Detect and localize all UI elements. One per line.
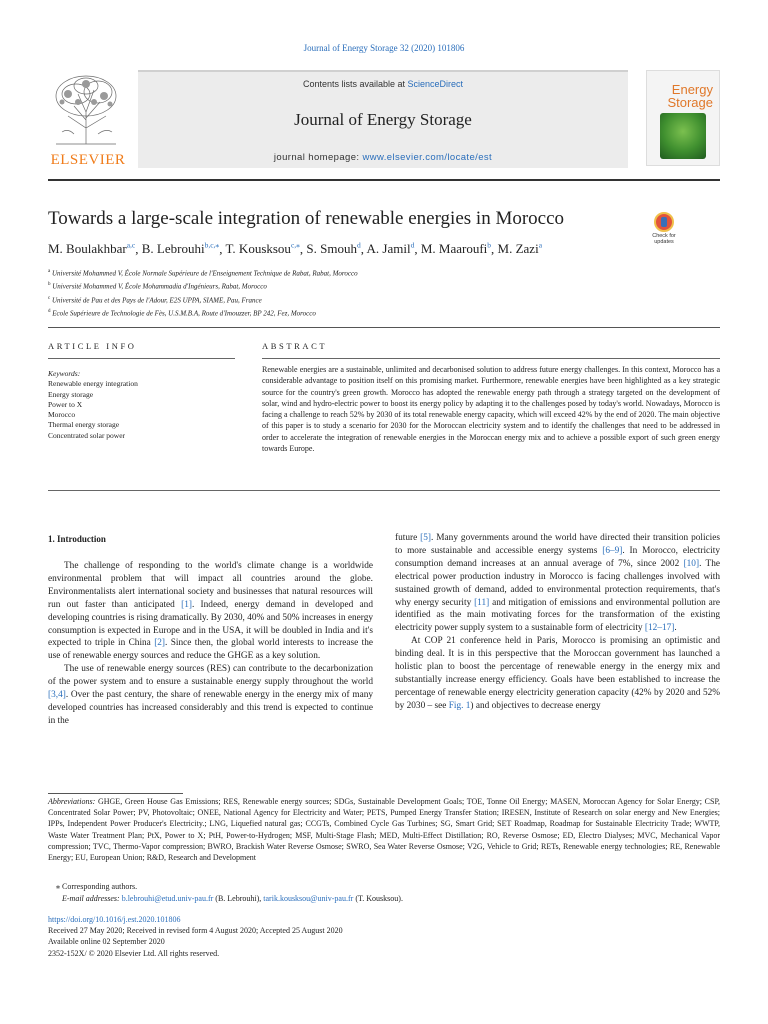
publication-info	[48, 914, 343, 959]
keyword: Power to X	[48, 399, 83, 409]
paragraph: future [5]. Many governments around the world have directed their transition policies to more sustainable and accessible energy systems [6–9]. In Morocco, electricity consumption demand increases at an annual average of 7%, since 2002 [10]. The electrical power production industry in Morocco is facing challenges involved with sustained growth of demand, added to environmental protection requirements, that's why energy security [11] and mitigation of emissions and environmental pollution are identified as the main motivating forces for the transformation of the existing electricity power supply system to a sustainable form of electricity [12–17].	[395, 533, 721, 634]
elsevier-logo	[48, 72, 128, 168]
author[interactable]: M. Maaroufi$^b$	[420, 241, 492, 257]
citation-link[interactable]: [6–9]	[602, 545, 623, 556]
check-updates-icon	[654, 212, 674, 232]
affiliation: $^c$ Université de Pau et des Pays de l'Adour, E2S UPPA, SIAME, Pau, France	[48, 295, 262, 304]
received-dates: Received 27 May 2020; Received in revised form 4 August 2020; Accepted 25 August 2020	[48, 926, 343, 936]
journal-cover[interactable]	[646, 70, 720, 166]
journal-reference-link[interactable]: Journal of Energy Storage 32 (2020) 101806	[303, 43, 465, 53]
citation-link[interactable]: [3,4]	[48, 690, 66, 701]
contents-prefix: Contents lists available at	[302, 79, 408, 89]
cover-image	[660, 113, 706, 159]
keyword: Concentrated solar power	[48, 430, 126, 440]
paragraph: The challenge of responding to the world's climate change is a worldwide environmental problem that will impact all countries around the globe. Environmentalists alert international society and businesses that natural resources will run out faster than anticipated [1]. Indeed, energy demand in developed and developing countries is rising dramatically. By 2030, 40% and 50% increases in energy consumption is expected in Europe and in the USA, it will be doubled in India and it's expected to triple in China [2]. Since then, the global world interests to increase the use of renewable energy sources and reduce the GHGE as a key solution.	[48, 561, 373, 662]
cover-title-line2: Storage	[667, 95, 713, 110]
footnote-divider	[48, 793, 183, 794]
abstract-heading: ABSTRACT	[262, 341, 328, 351]
abbreviations-footnote	[48, 796, 720, 863]
header-divider	[48, 179, 720, 181]
author[interactable]: M. Boulakhbar$^{a,c}$	[48, 241, 136, 257]
author[interactable]: S. Smouh$^d$	[306, 241, 361, 257]
author[interactable]: B. Lebrouhi$^{b,c,⁎}$	[141, 241, 220, 257]
contents-line	[138, 79, 628, 89]
keyword: Renewable energy integration	[48, 379, 138, 389]
homepage-prefix: journal homepage:	[273, 152, 363, 163]
paragraph: The use of renewable energy sources (RES) can contribute to the decarbonization of the power system and to ensure a sustainable energy supply throughout the world [3,4]. Over the past century, the share of renewable energy in the energy mix of many developed countries has increased considerably and this trend is expected to continue in the	[48, 664, 373, 726]
copyright: 2352-152X/ © 2020 Elsevier Ltd. All rights reserved.	[48, 948, 220, 958]
affiliations	[48, 266, 358, 319]
section-title: 1. Introduction	[48, 534, 106, 544]
author[interactable]: A. Jamil$^d$	[366, 241, 415, 257]
cover-title-line1: Energy	[671, 82, 713, 97]
elsevier-wordmark: ELSEVIER	[50, 152, 126, 168]
journal-title: Journal of Energy Storage	[294, 110, 472, 129]
article-info-heading: ARTICLE INFO	[48, 341, 137, 351]
affiliation: $^a$ Université Mohammed V, École Normale Supérieure de l'Enseignement Technique de Rabat, Rabat, Morocco	[48, 269, 358, 278]
keywords-list	[48, 369, 138, 441]
keyword: Thermal energy storage	[48, 420, 120, 430]
keyword: Morocco	[48, 410, 76, 420]
homepage-line	[138, 152, 628, 163]
abbreviations-label: Abbreviations:	[48, 797, 96, 806]
abstract-divider	[262, 358, 720, 359]
journal-header	[138, 70, 628, 168]
citation-link[interactable]: [10]	[683, 558, 700, 569]
citation-link[interactable]: [11]	[474, 597, 490, 608]
citation-link[interactable]: [12–17]	[644, 623, 675, 634]
author[interactable]: M. Zazi$^a$	[497, 241, 543, 257]
citation-link[interactable]: [2]	[154, 638, 166, 649]
email-label: E-mail addresses:	[62, 894, 120, 903]
article-info-divider	[48, 358, 235, 359]
body-left-column	[48, 560, 373, 728]
check-for-updates-button[interactable]	[646, 212, 682, 248]
figure-link[interactable]: Fig. 1	[448, 700, 471, 711]
author-list: M. Boulakhbar$^{a,c}$, B. Lebrouhi$^{b,c,⁎}$, T. Kousksou$^{c,⁎}$, S. Smouh$^d$, A. Jamil$^d$, M. Maaroufi$^b$, M. Zazi$^a$	[48, 241, 543, 257]
body-right-column	[395, 532, 720, 713]
title-divider	[48, 327, 720, 328]
cover-title	[667, 83, 713, 109]
keywords-label: Keywords:	[48, 369, 81, 378]
email-footnote: E-mail addresses: b.lebrouhi@etud.univ-pau.fr (B. Lebrouhi), tarik.kousksou@univ-pau.fr (T. Kousksou).	[62, 894, 403, 903]
email-link[interactable]: tarik.kousksou@univ-pau.fr	[263, 894, 354, 903]
abbreviations-text: GHGE, Green House Gas Emissions; RES, Renewable energy sources; SDGs, Sustainable Development Goals; TOE, Tonne Oil Energy; MASEN, Moroccan Agency for Solar Energy; CSP, Concentrated Solar Power; PV, Photovoltaic; ONEE, National Agency for Electricity and Water; PETS, Pumped Energy Transfer Station; IRESEN, Institute of Research on solar energy and New Energies; IPPs, Independent Power Producer's Electricity.; LNG, Liquefied natural gas; CCGTs, Combined Cycle Gas Turbines; SG, Smart Grid; SET Roadmap, Roadmap for Sustainable Electricity Trade; WWTP, Waste Water Treatment Plan; PtX, Power to X; PtH, Power-to-Hydrogen; MSF, Multi-Stage Flash; MED, Multi-Effect Distillation; RO, Reverse Osmose; ED, Electro Dialyses; MVC, Mechanical Vapor compression; TVC, Thermo-Vapor compression; BWRO, Brackish Water Reverse Osmose; SWRO, Sea Water Reverse Osmose; V2G, Vehicle to Grid; RETs, Renewable energy technologies; RE, Renewable Energy; EU, European Union; R&D, Research and Development	[48, 797, 721, 863]
paper-title: Towards a large-scale integration of renewable energies in Morocco	[48, 208, 565, 229]
sciencedirect-link[interactable]: ScienceDirect	[407, 79, 464, 89]
elsevier-tree-icon	[48, 72, 124, 146]
citation-link[interactable]: [5]	[420, 533, 431, 543]
affiliation: $^d$ Ecole Supérieure de Technologie de Fès, U.S.M.B.A, Route d'Imouzzer, BP 242, Fez, Morocco	[48, 308, 316, 318]
email-link[interactable]: b.lebrouhi@etud.univ-pau.fr	[121, 894, 214, 903]
check-updates-label: Check for updates	[652, 233, 676, 245]
author[interactable]: T. Kousksou$^{c,⁎}$	[225, 241, 300, 257]
available-online: Available online 02 September 2020	[48, 937, 165, 947]
abstract-text: Renewable energies are a sustainable, unlimited and decarbonised solution to address future energy challenges. In this context, Morocco has a considerable advantage to position itself on this promising market. Furthermore, renewable energies have been highlighted as a key strategic source for the country's green growth. Morocco has adopted the renewable energy path through a strategy targeted on the development of solar, wind and hydro-electric power to boost its energy policy by adapting it to the challenges posed by today's world. Nowadays, Morocco is facing a challenge to reach 52% by 2030 of its total renewable energy capacity, which will exceed 42% by the end of 2020. The main objective of this paper is to study a scenario for 2030 for the Moroccan electricity system and to identify the challenges that need to be addressed in order to accelerate the integration of renewable energies in the Moroccan energy mix and to achieve a possible export of such green energy towards Europe.	[262, 365, 720, 454]
corresponding-note: ⁎ Corresponding authors.	[56, 882, 138, 891]
citation-link[interactable]: [1]	[181, 599, 192, 610]
paragraph: At COP 21 conference held in Paris, Morocco is promising an optimistic and binding deal. It is in this perspective that the Moroccan government has launched a holistic plan to boost the percentage of renewable energy in the energy mix and substantially increase energy efficiency. Goals have been established to increase the percentage of renewable energy electricity generation capacity (42% by 2020 and 52% by 2030 – see Fig. 1) and objectives to decrease energy	[395, 636, 720, 711]
doi-link[interactable]: https://doi.org/10.1016/j.est.2020.101806	[48, 915, 181, 924]
keyword: Energy storage	[48, 389, 94, 399]
abstract-bottom-divider	[48, 490, 720, 491]
homepage-link[interactable]: www.elsevier.com/locate/est	[362, 152, 493, 163]
affiliation: $^b$ Université Mohammed V, École Mohammadia d'Ingénieurs, Rabat, Morocco	[48, 282, 267, 291]
